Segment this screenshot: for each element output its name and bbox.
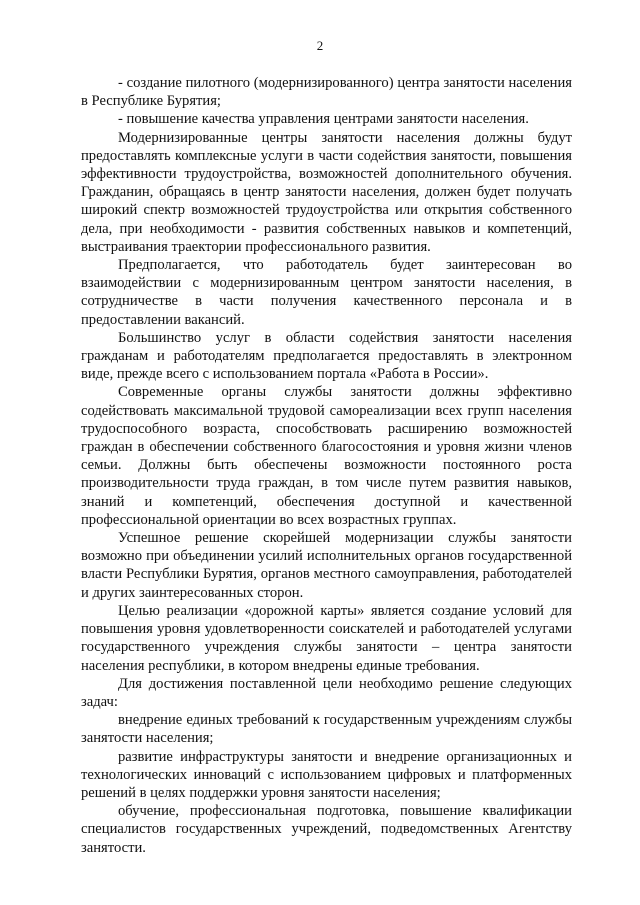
paragraph-electronic-services: Большинство услуг в области содействия занятости населения гражданам и работодателям предполагается предоставлять в электронном виде, прежде всего с использованием портала «Работа в России».	[81, 329, 572, 383]
paragraph-tasks-intro: Для достижения поставленной цели необходимо решение следующих задач:	[81, 675, 572, 710]
paragraph-management-quality: - повышение качества управления центрами занятости населения.	[118, 111, 529, 128]
paragraph-task-infrastructure: развитие инфраструктуры занятости и внедрение организационных и технологических инноваций с использованием цифровых и платформенных решений в целях поддержки уровня занятости населения;	[81, 748, 572, 801]
paragraph-successful-modernization: Успешное решение скорейшей модернизации службы занятости возможно при объединении усилий исполнительных органов государственной власти Республики Бурятия, органов местного самоуправления, работодателей и других заинтересованных сторон.	[81, 530, 572, 601]
paragraph-modern-bodies: Современные органы службы занятости должны эффективно содействовать максимальной трудовой самореализации всех групп населения трудоспособного возраста, способствовать расширению возможностей граждан в обеспечении собственного благосостояния и уровня жизни членов семьи. Должны быть обеспечены возможности постоянного роста производительности труда граждан, в том числе путем развития навыков, знаний и компетенций, обеспечения доступной и качественной профессиональной ориентации во всех возрастных группах.	[81, 384, 572, 528]
paragraph-task-training: обучение, профессиональная подготовка, повышение квалификации специалистов государственных учреждений, подведомственных Агентству занятости.	[81, 803, 572, 856]
paragraph-modernized-centers: Модернизированные центры занятости населения должны будут предоставлять комплексные услуги в части содействия занятости, повышения эффективности трудоустройства, возможностей дополнительного обучения. Гражданин, обращаясь в центр занятости населения, должен будет получать широкий спектр возможностей трудоустройства или открытия собственного дела, при необходимости - развития собственных навыков и компетенций, выстраивания траектории профессионального развития.	[81, 129, 572, 255]
paragraph-roadmap-goal: Целью реализации «дорожной карты» является создание условий для повышения уровня удовлетворенности соискателей и работодателей услугами государственного учреждения службы занятости – центра занятости населения республики, в котором внедрены единые требования.	[81, 602, 572, 674]
paragraph-employer-interest: Предполагается, что работодатель будет заинтересован во взаимодействии с модернизированным центром занятости населения, в сотрудничестве в части получения качественного персонала и в предоставлении вакансий.	[81, 257, 572, 328]
document-body	[81, 74, 572, 857]
paragraph-pilot-center: - создание пилотного (модернизированного) центра занятости населения в Республике Бурятия;	[81, 75, 572, 110]
page-number: 2	[316, 38, 324, 53]
paragraph-task-unified-requirements: внедрение единых требований к государственным учреждениям службы занятости населения;	[81, 712, 572, 747]
